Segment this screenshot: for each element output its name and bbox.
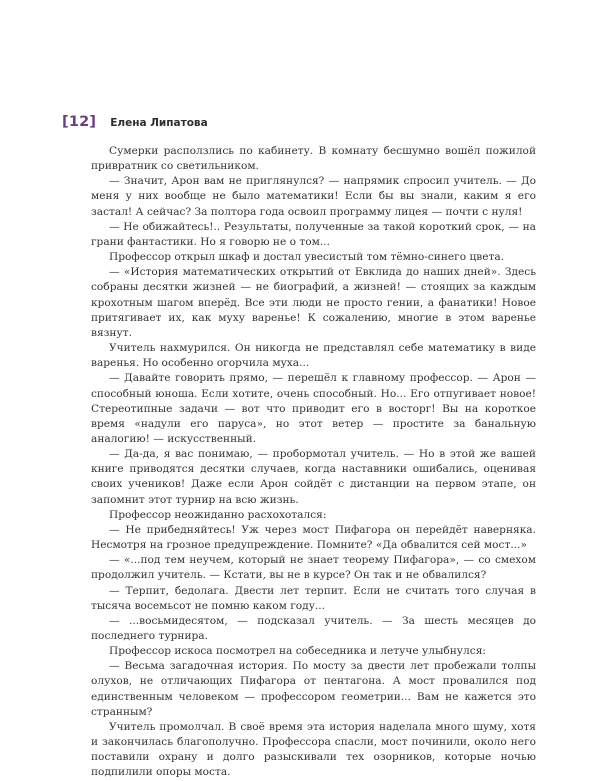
paragraph: Профессор неожиданно расхохотался: [109,508,327,521]
paragraph: — ...восьмидесятом, — подсказал учитель. — За шесть месяцев до последнего турнира. [91,614,536,642]
paragraph: — Да-да, я вас понимаю, — пробормотал учитель. — Но в этой же вашей книге приводятся десятки случаев, когда наставники ошибались, оценивая своих учеников! Даже если Арон сойдёт с дистанции на первом этапе, он запомнит этот турнир на всю жизнь. [91,448,536,506]
body-text [91,144,536,781]
author-name: Елена Липатова [110,117,208,129]
paragraph: Учитель промолчал. В своё время эта история наделала много шуму, хотя и закончилась благополучно. Профессора спасли, мост починили, около него поставили охрану и долго разыскивали тех озорников, которые ночью подпилили опоры моста. [91,720,536,779]
paragraph: — «...под тем неучем, который не знает теорему Пифагора», — со смехом продолжил учитель. — Кстати, вы не в курсе? Он так и не обвалился? [91,554,536,582]
paragraph: — Не прибедняйтесь! Уж через мост Пифагора он перейдёт наверняка. Несмотря на грозное предупреждение. Помните? «Да обвалится сей мост...» [91,523,536,552]
paragraph: — Весьма загадочная история. По мосту за двести лет пробежали толпы олухов, не отличающих Пифагора от пентагона. А мост провалился под единственным человеком — профессором геометрии... Вам не кажется это странным? [91,660,536,718]
paragraph: Учитель нахмурился. Он никогда не представлял себе математику в виде варенья. Но особенно огорчила муха... [91,342,536,370]
page-number: [12] [62,114,97,130]
paragraph: — Не обижайтесь!.. Результаты, полученные за такой короткий срок, — на грани фантастики. Но я говорю не о том... [91,220,536,248]
paragraph: — Терпит, бедолага. Двести лет терпит. Если не считать того случая в тысяча восемьсот не помню каком году... [91,584,536,612]
paragraph: Профессор искоса посмотрел на собеседника и летуче улыбнулся: [109,645,486,658]
page-header [62,114,208,130]
paragraph: — Значит, Арон вам не приглянулся? — напрямик спросил учитель. — До меня у них вообще не было математики! Если бы вы знали, каким я его застал! А сейчас? За полтора года освоил программу лицея — почти с нуля! [91,175,536,218]
paragraph: Профессор открыл шкаф и достал увесистый том тёмно-синего цвета. [109,251,505,264]
paragraph: — «История математических открытий от Евклида до наших дней». Здесь собраны десятки жизней — не биографий, а жизней! — стоящих за каждым крохотным шагом вперёд. Все эти люди не просто гении, а фанатики! Новое притягивает их, как муху варенье! К сожалению, многие в этом варенье вязнут. [91,266,536,339]
paragraph: Сумерки расползлись по кабинету. В комнату бесшумно вошёл пожилой привратник со светильником. [91,145,536,173]
paragraph: — Давайте говорить прямо, — перешёл к главному профессор. — Арон — способный юноша. Если хотите, очень способный. Но... Его отпугивает новое! Стереотипные задачи — вот что приводит его в восторг! Вы на короткое время «надули его паруса», но этот ветер — простите за банальную аналогию! — искусственный. [91,372,536,445]
